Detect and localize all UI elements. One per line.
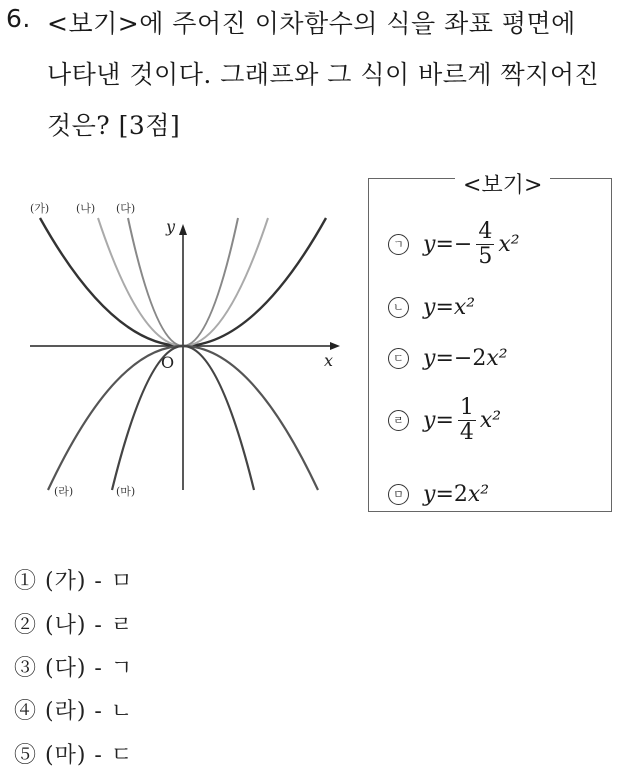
option-rhs: x² [479, 408, 502, 433]
curve-label-na: (나) [76, 202, 96, 215]
answer-choice-3[interactable]: ③ (다) - ㄱ [14, 656, 134, 681]
fraction-numerator: 4 [478, 219, 493, 244]
marker-circle-icon: ㄹ [388, 410, 409, 431]
bogi-option-2 [388, 295, 475, 320]
marker-circle-icon: ㄷ [388, 348, 409, 369]
option-equals: = [435, 482, 454, 507]
option-lhs: y [423, 408, 436, 433]
y-axis-arrow [179, 224, 187, 235]
origin-label: O [161, 353, 175, 372]
x-axis-arrow [330, 342, 340, 350]
y-axis-label: y [166, 217, 176, 236]
curve-label-ga: (가) [30, 202, 50, 215]
bogi-option-1 [388, 220, 520, 269]
question-text-line-3: 것은? [3점] [47, 111, 181, 140]
option-equals: = [435, 295, 454, 320]
option-coef: 2 [453, 482, 468, 507]
parabola-graph [28, 190, 348, 510]
option-lhs: y [423, 295, 436, 320]
option-equals: =− [435, 346, 473, 371]
question-text-line-2: 나타낸 것이다. 그래프와 그 식이 바르게 짝지어진 [47, 60, 600, 89]
answer-choice-5[interactable]: ⑤ (마) - ㄷ [14, 743, 134, 768]
curve-label-ma: (마) [116, 485, 136, 498]
marker-circle-icon: ㄱ [388, 234, 409, 255]
bogi-option-5 [388, 482, 489, 507]
option-fraction [458, 396, 476, 445]
bogi-option-3 [388, 346, 508, 371]
option-lhs: y [423, 346, 436, 371]
curve-label-da: (다) [116, 202, 136, 215]
fraction-numerator: 1 [459, 395, 474, 420]
option-coef: 2 [472, 346, 487, 371]
question-text-line-1: <보기>에 주어진 이차함수의 식을 좌표 평면에 [47, 9, 576, 38]
bogi-title: <보기> [455, 168, 550, 199]
option-rhs: x² [453, 295, 476, 320]
answer-choice-1[interactable]: ① (가) - ㅁ [14, 569, 134, 594]
question-number: 6. [6, 4, 31, 33]
option-rhs: x² [486, 346, 508, 371]
marker-circle-icon: ㅁ [388, 484, 409, 505]
bogi-option-4 [388, 396, 501, 445]
marker-circle-icon: ㄴ [388, 297, 409, 318]
answer-choice-4[interactable]: ④ (라) - ㄴ [14, 699, 134, 724]
option-lhs: y [423, 482, 436, 507]
option-lhs: y [423, 232, 436, 257]
x-axis-label: x [324, 351, 334, 370]
option-rhs: x² [498, 232, 520, 257]
curve-label-ra: (라) [54, 485, 74, 498]
option-equals: =− [435, 232, 473, 257]
option-fraction [476, 220, 494, 269]
option-rhs: x² [467, 482, 490, 507]
option-equals: = [435, 408, 454, 433]
fraction-denominator: 5 [478, 244, 493, 269]
answer-choice-2[interactable]: ② (나) - ㄹ [14, 613, 134, 638]
fraction-denominator: 4 [459, 420, 474, 445]
